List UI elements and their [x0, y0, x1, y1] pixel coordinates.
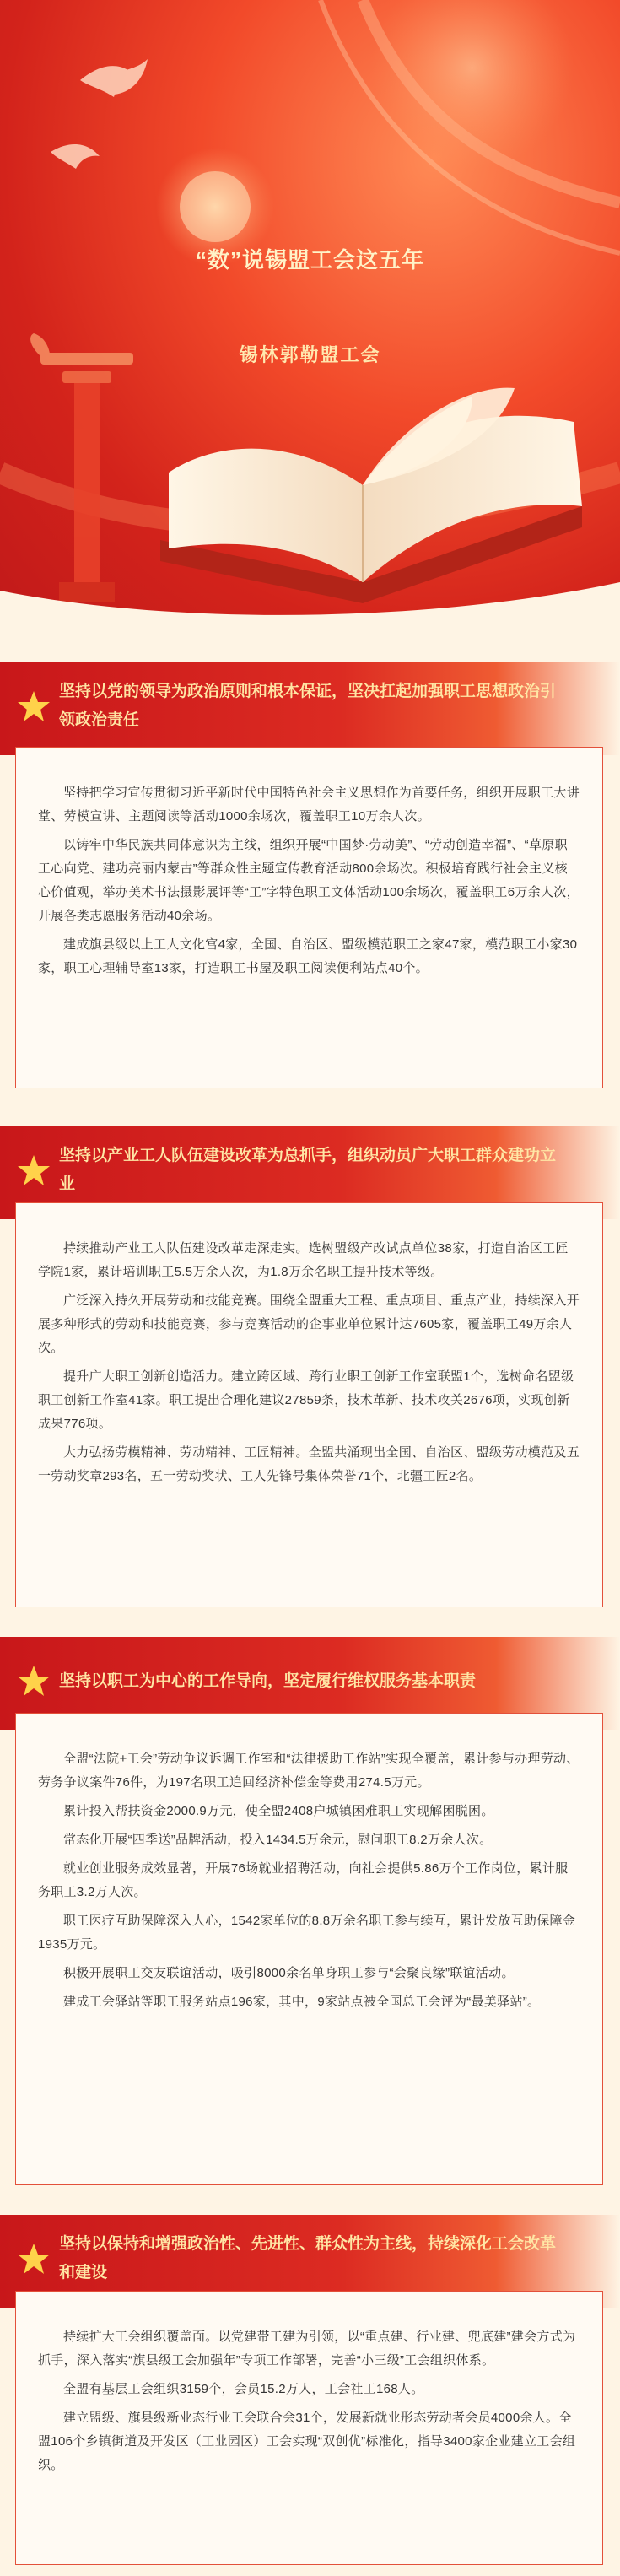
star-icon	[17, 1153, 51, 1187]
paragraph: 常态化开展“四季送”品牌活动，投入1434.5万余元，慰问职工8.2万余人次。	[63, 1833, 493, 1847]
hero-illustration	[0, 0, 620, 637]
section-1-header	[0, 662, 620, 755]
dove-icon	[51, 59, 148, 169]
paragraph: 累计投入帮扶资金2000.9万元，使全盟2408户城镇困难职工实现解困脱困。	[63, 1804, 494, 1818]
paragraph: 积极开展职工交友联谊活动，吸引8000余名单身职工参与“会聚良缘”联谊活动。	[63, 1966, 515, 1980]
paragraph: 持续扩大工会组织覆盖面。以党建带工建为引领，以“重点建、行业建、兜底建”建会方式为抓手，深入落实“旗县级工会加强年”专项工作部署，完善“小三级”工会组织体系。	[38, 2330, 576, 2368]
star-icon	[17, 2242, 51, 2276]
paragraph: 就业创业服务成效显著，开展76场就业招聘活动，向社会提供5.86万个工作岗位，累计服务职工3.2万人次。	[38, 1861, 569, 1899]
hero-title: “数”说锡盟工会这五年	[195, 247, 424, 273]
paragraph: 建成旗县级以上工人文化宫4家，全国、自治区、盟级模范职工之家47家，模范职工小家30家，职工心理辅导室13家，打造职工书屋及职工阅读便利站点40个。	[38, 937, 578, 975]
section-3-heading: 坚持以职工为中心的工作导向，坚定履行维权服务基本职责	[59, 1672, 477, 1690]
hero-banner	[0, 0, 620, 637]
paragraph: 以铸牢中华民族共同体意识为主线，组织开展“中国梦·劳动美”、“劳动创造幸福”、“草原职工心向党、建功亮丽内蒙古”等群众性主题宣传教育活动800余场次。积极培育践行社会主义核心价值观，举办美术书法摄影展评等“工”字特色职工文体活动100余场次，覆盖职工6万余人次，开展各类志愿服务活动40余场。	[38, 838, 580, 923]
hero-subtitle: 锡林郭勒盟工会	[239, 344, 381, 365]
paragraph: 建立盟级、旗县级新业态行业工会联合会31个，发展新就业形态劳动者会员4000余人。全盟106个乡镇街道及开发区（工业园区）工会实现“双创优”标准化，指导3400家企业建立工会组织。	[38, 2411, 576, 2472]
section-3-body	[15, 1713, 603, 2185]
star-icon	[17, 1664, 51, 1698]
section-1-heading: 坚持以党的领导为政治原则和根本保证，坚决扛起加强职工思想政治引领政治责任	[59, 683, 557, 729]
star-icon	[17, 689, 51, 723]
paragraph: 持续推动产业工人队伍建设改革走深走实。选树盟级产改试点单位38家，打造自治区工匠学院1家，累计培训职工5.5万余人次，为1.8万余名职工提升技术等级。	[38, 1241, 569, 1279]
section-1-body	[15, 747, 603, 1088]
paragraph: 大力弘扬劳模精神、劳动精神、工匠精神。全盟共涌现出全国、自治区、盟级劳动模范及五一劳动奖章293名，五一劳动奖状、工人先锋号集体荣誉71个，北疆工匠2名。	[38, 1445, 580, 1483]
paragraph: 提升广大职工创新创造活力。建立跨区域、跨行业职工创新工作室联盟1个，选树命名盟级职工创新工作室41家。职工提出合理化建议27859条，技术革新、技术攻关2676项，实现创新成果776项。	[38, 1369, 574, 1431]
open-book-icon	[160, 388, 582, 603]
huabiao-column-icon	[30, 333, 133, 602]
paragraph: 建成工会驿站等职工服务站点196家，其中，9家站点被全国总工会评为“最美驿站”。	[63, 1995, 541, 2009]
paragraph: 职工医疗互助保障深入人心，1542家单位的8.8万余名职工参与续互，累计发放互助保障金1935万元。	[38, 1914, 576, 1952]
paragraph: 坚持把学习宣传贯彻习近平新时代中国特色社会主义思想作为首要任务，组织开展职工大讲堂、劳模宣讲、主题阅读等活动1000余场次，覆盖职工10万余人次。	[38, 786, 580, 824]
section-2-heading: 坚持以产业工人队伍建设改革为总抓手，组织动员广大职工群众建功立业	[59, 1147, 557, 1193]
paragraph: 全盟有基层工会组织3159个，会员15.2万人，工会社工168人。	[63, 2382, 424, 2396]
paragraph: 全盟“法院+工会”劳动争议诉调工作室和“法律援助工作站”实现全覆盖，累计参与办理劳动、劳务争议案件76件，为197名职工追回经济补偿金等费用274.5万元。	[38, 1752, 580, 1790]
section-2-body	[15, 1202, 603, 1607]
section-4-body	[15, 2291, 603, 2565]
section-4-heading: 坚持以保持和增强政治性、先进性、群众性为主线，持续深化工会改革和建设	[59, 2235, 557, 2282]
paragraph: 广泛深入持久开展劳动和技能竞赛。围绕全盟重大工程、重点项目、重点产业，持续深入开展多种形式的劳动和技能竞赛，参与竞赛活动的企事业单位累计达7605家，覆盖职工49万余人次。	[38, 1293, 580, 1355]
